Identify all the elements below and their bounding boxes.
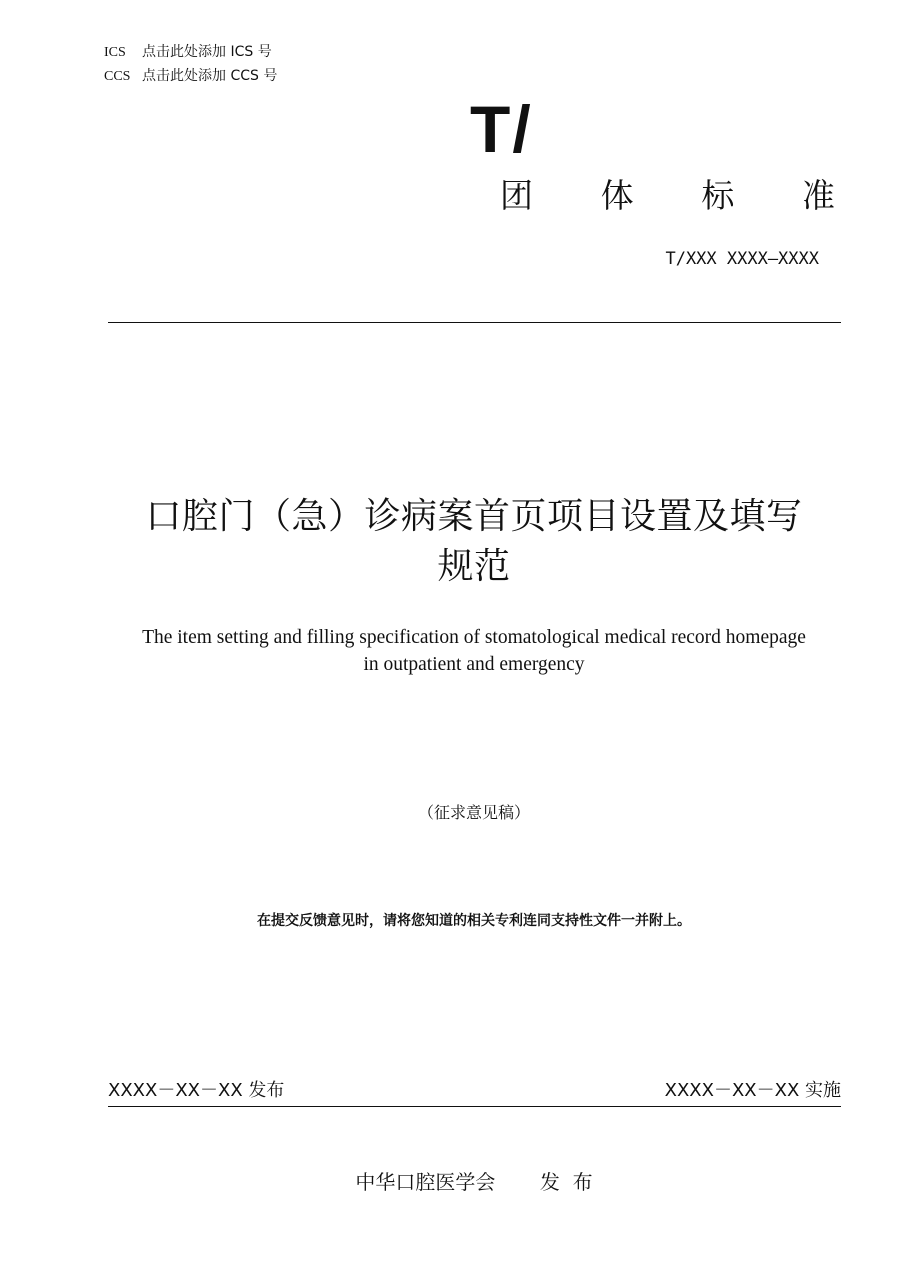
standard-type-char: 团 xyxy=(500,176,533,215)
publisher-action: 发 布 xyxy=(539,1170,593,1194)
ccs-line xyxy=(104,67,277,86)
publisher-name: 中华口腔医学会 xyxy=(355,1170,496,1194)
footer-divider xyxy=(108,1106,841,1107)
standard-type-char: 体 xyxy=(600,176,634,215)
publish-date: XXXX－XX－XX 发布 xyxy=(108,1080,285,1101)
standard-mark: T/ xyxy=(470,92,533,166)
standard-number: T/XXX XXXX—XXXX xyxy=(665,249,819,269)
title-cn-line-2: 规范 xyxy=(437,546,511,587)
ics-line xyxy=(104,43,272,62)
title-en-line-2: in outpatient and emergency xyxy=(363,654,585,675)
patent-notice: 在提交反馈意见时，请将您知道的相关专利连同支持性文件一并附上。 xyxy=(257,913,691,929)
ics-label: ICS xyxy=(104,45,126,60)
document-title-cn xyxy=(95,492,853,592)
publisher-line xyxy=(95,1168,853,1196)
ics-placeholder[interactable]: 点击此处添加 ICS 号 xyxy=(142,44,272,60)
standard-type xyxy=(500,176,835,216)
ccs-label: CCS xyxy=(104,69,131,84)
standard-type-char: 准 xyxy=(801,176,835,215)
ccs-placeholder[interactable]: 点击此处添加 CCS 号 xyxy=(142,68,278,84)
title-en-line-1: The item setting and filling specification of stomatological medical record homepage xyxy=(142,627,806,648)
document-title-en xyxy=(95,624,853,678)
header-divider xyxy=(108,322,841,323)
title-cn-line-1: 口腔门（急）诊病案首页项目设置及填写 xyxy=(145,496,803,537)
implement-date: XXXX－XX－XX 实施 xyxy=(664,1080,841,1101)
draft-label: （征求意见稿） xyxy=(417,803,530,822)
standard-type-char: 标 xyxy=(701,176,735,215)
